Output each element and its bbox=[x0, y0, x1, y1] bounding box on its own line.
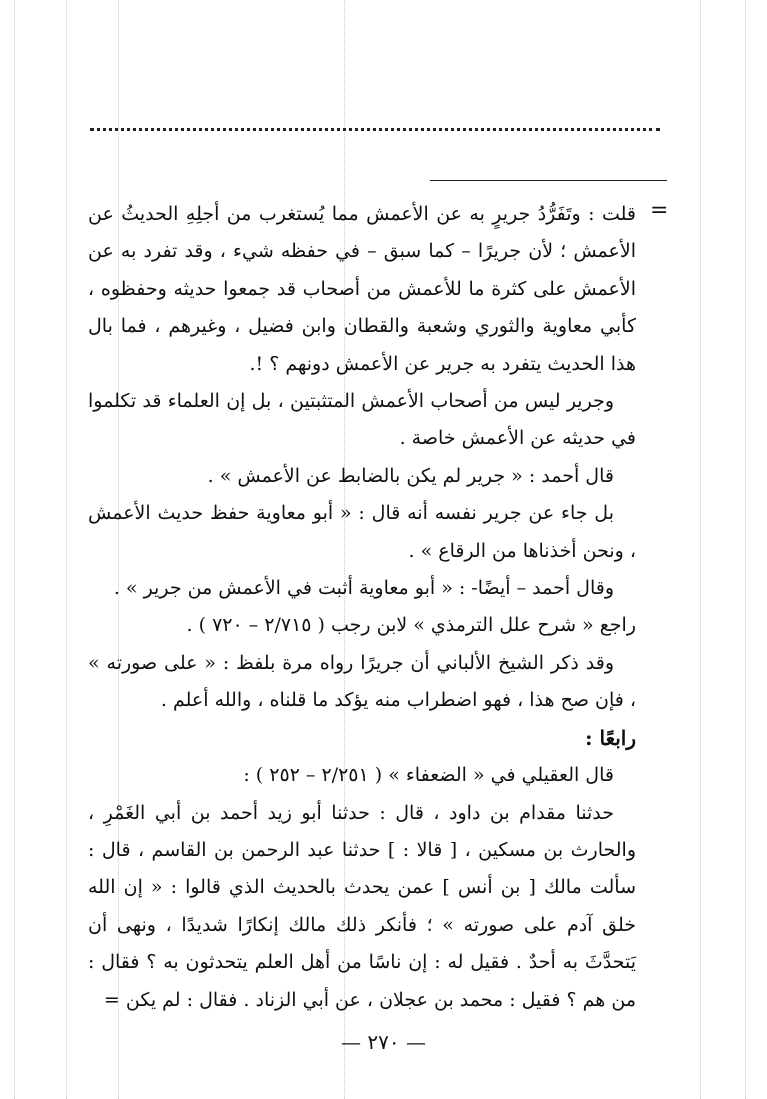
scan-guide-line bbox=[745, 0, 746, 1099]
scan-guide-line bbox=[700, 0, 701, 1099]
section-heading: رابعًا : bbox=[585, 725, 636, 750]
footnote-paragraph: وجرير ليس من أصحاب الأعمش المتثبتين ، بل إن العلماء قد تكلموا في حديثه عن الأعمش خاصة . bbox=[88, 390, 636, 450]
scan-guide-line bbox=[14, 0, 15, 1099]
footnote-paragraph: قال أحمد : « جرير لم يكن بالضابط عن الأعمش » . bbox=[207, 464, 614, 487]
footnote-paragraph: وقد ذكر الشيخ الألباني أن جريرًا رواه مرة بلفظ : « على صورته » ، فإن صح هذا ، فهو اضطراب منه يؤكد ما قلناه ، والله أعلم . bbox=[88, 651, 636, 712]
footnote-rule bbox=[430, 180, 667, 181]
footnote-paragraph: راجع « شرح علل الترمذي » لابن رجب ( ٢/٧١٥ – ٧٢٠ ) . bbox=[186, 614, 636, 637]
footnote-paragraph: قال العقيلي في « الضعفاء » ( ٢/٢٥١ – ٢٥٢ ) : bbox=[243, 764, 614, 787]
dotted-separator bbox=[90, 128, 660, 131]
continuation-mark: = bbox=[650, 198, 669, 223]
footnote-paragraph: حدثنا مقدام بن داود ، قال : حدثنا أبو زيد أحمد بن أبي الغَمْرِ ، والحارث بن مسكين ، [ قالا : ] حدثنا عبد الرحمن بن القاسم ، قال : سألت مالك [ بن أنس ] عمن يحدث بالحديث الذي قالوا : « إن الله خلق آدم على صورته » ؛ فأنكر ذلك مالك إنكارًا شديدًا ، ونهى أن يَتحدَّثَ به أحدٌ . فقيل له : إن ناسًا من أهل العلم يتحدثون به ؟ فقال : من هم ؟ فقيل : محمد بن عجلان ، عن أبي الزناد . فقال : لم يكن = bbox=[88, 801, 636, 1011]
footnote-paragraph: قلت : وتَفَرُّدُ جريرٍ به عن الأعمش مما يُستغرب من أجلِهِ الحديثُ عن الأعمش ؛ لأن جريرًا – كما سبق – في حفظه شيء ، وقد تفرد به عن الأعمش على كثرة ما للأعمش من أصحاب قد جمعوا حديثه وحفظوه ، كأبي معاوية والثوري وشعبة والقطان وابن فضيل ، وغيرهم ، فما بال هذا الحديث يتفرد به جرير عن الأعمش دونهم ؟ !. bbox=[88, 203, 636, 375]
scan-guide-line bbox=[66, 0, 67, 1099]
footnote-paragraph: وقال أحمد – أيضًا- : « أبو معاوية أثبت في الأعمش من جرير » . bbox=[113, 577, 614, 600]
footnote-paragraph: بل جاء عن جرير نفسه أنه قال : « أبو معاوية حفظ حديث الأعمش ، ونحن أخذناها من الرقاع » . bbox=[88, 502, 636, 562]
footnote-text bbox=[88, 196, 636, 1019]
page-number: — ٢٧٠ — bbox=[341, 1030, 426, 1054]
